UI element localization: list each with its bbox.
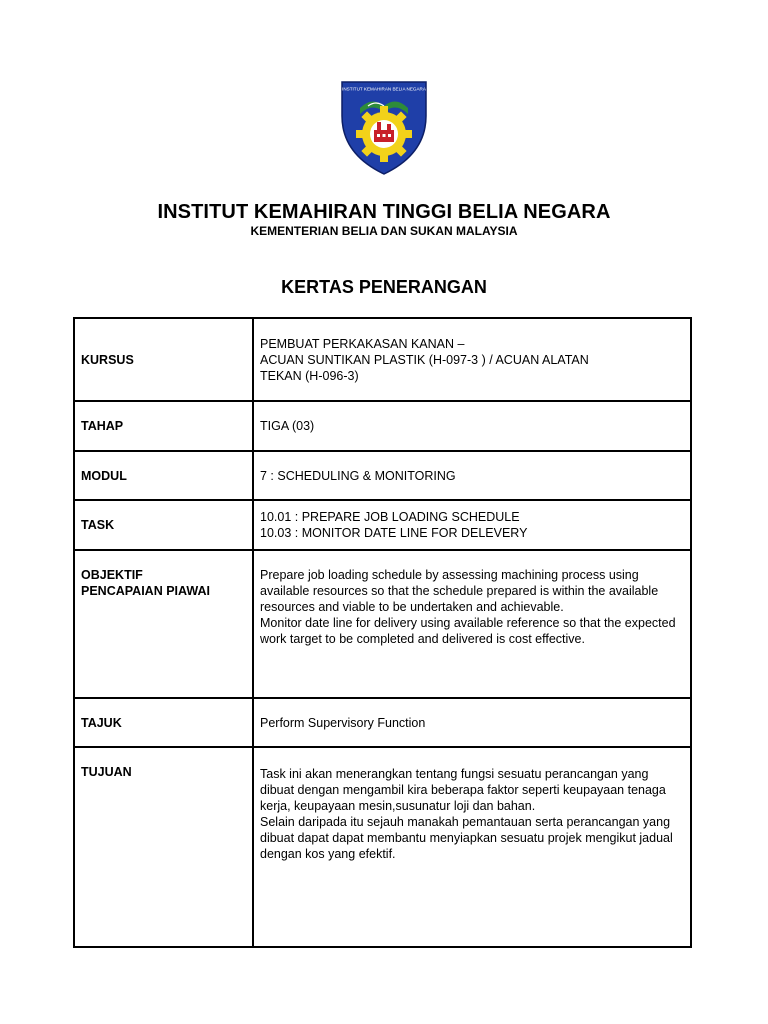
institute-logo [338,76,430,176]
tajuk-value: Perform Supervisory Function [253,698,691,747]
objektif-paragraph-1: Prepare job loading schedule by assessing machining process using available resources so that the schedule prepared is within the available resources and viable to be undertaken and achievable. [260,568,659,614]
tahap-value: TIGA (03) [253,401,691,451]
objektif-label-line-1: OBJEKTIF [81,568,143,582]
kursus-value [253,318,691,401]
tujuan-paragraph-1: Task ini akan menerangkan tentang fungsi sesuatu perancangan yang dibuat dengan mengambil kira beberapa faktor seperti keupayaan tenaga kerja, keupayaan mesin,susunatur loji dan bahan. [260,767,666,813]
task-value [253,500,691,550]
tujuan-value [253,747,691,947]
table-row-tajuk [74,698,691,747]
kursus-line-3: TEKAN (H-096-3) [260,368,359,383]
task-line-1: 10.01 : PREPARE JOB LOADING SCHEDULE [260,510,520,524]
table-row-kursus [74,318,691,401]
info-table [73,317,692,948]
tujuan-label: TUJUAN [74,747,253,947]
institute-title: INSTITUT KEMAHIRAN TINGGI BELIA NEGARA [157,201,611,223]
objektif-value [253,550,691,698]
table-row-tahap [74,401,691,451]
objektif-paragraph-2: Monitor date line for delivery using available reference so that the expected work target to be completed and delivered is cost effective. [260,616,676,646]
kursus-line-2: ACUAN SUNTIKAN PLASTIK (H-097-3 ) / ACUAN ALATAN [260,352,589,367]
objektif-label-line-2: PENCAPAIAN PIAWAI [81,584,210,598]
table-row-tujuan [74,747,691,947]
kursus-label: KURSUS [74,318,253,401]
modul-value: 7 : SCHEDULING & MONITORING [253,451,691,500]
task-label: TASK [74,500,253,550]
tujuan-paragraph-2: Selain daripada itu sejauh manakah pemantauan serta perancangan yang dibuat dapat dapat membantu menyiapkan sesuatu projek mengikut jadual dengan kos yang efektif. [260,815,673,861]
modul-label: MODUL [74,451,253,500]
table-row-task [74,500,691,550]
objektif-label [74,550,253,698]
table-row-objektif [74,550,691,698]
tahap-label: TAHAP [74,401,253,451]
table-row-modul [74,451,691,500]
ministry-subtitle: KEMENTERIAN BELIA DAN SUKAN MALAYSIA [250,224,518,238]
document-title: KERTAS PENERANGAN [281,277,487,297]
task-line-2: 10.03 : MONITOR DATE LINE FOR DELEVERY [260,526,528,540]
kursus-line-1: PEMBUAT PERKAKASAN KANAN – [260,336,465,351]
svg-text:INSTITUT KEMAHIRAN BELIA NEGAR: INSTITUT KEMAHIRAN BELIA NEGARA [342,86,426,92]
tajuk-label: TAJUK [74,698,253,747]
